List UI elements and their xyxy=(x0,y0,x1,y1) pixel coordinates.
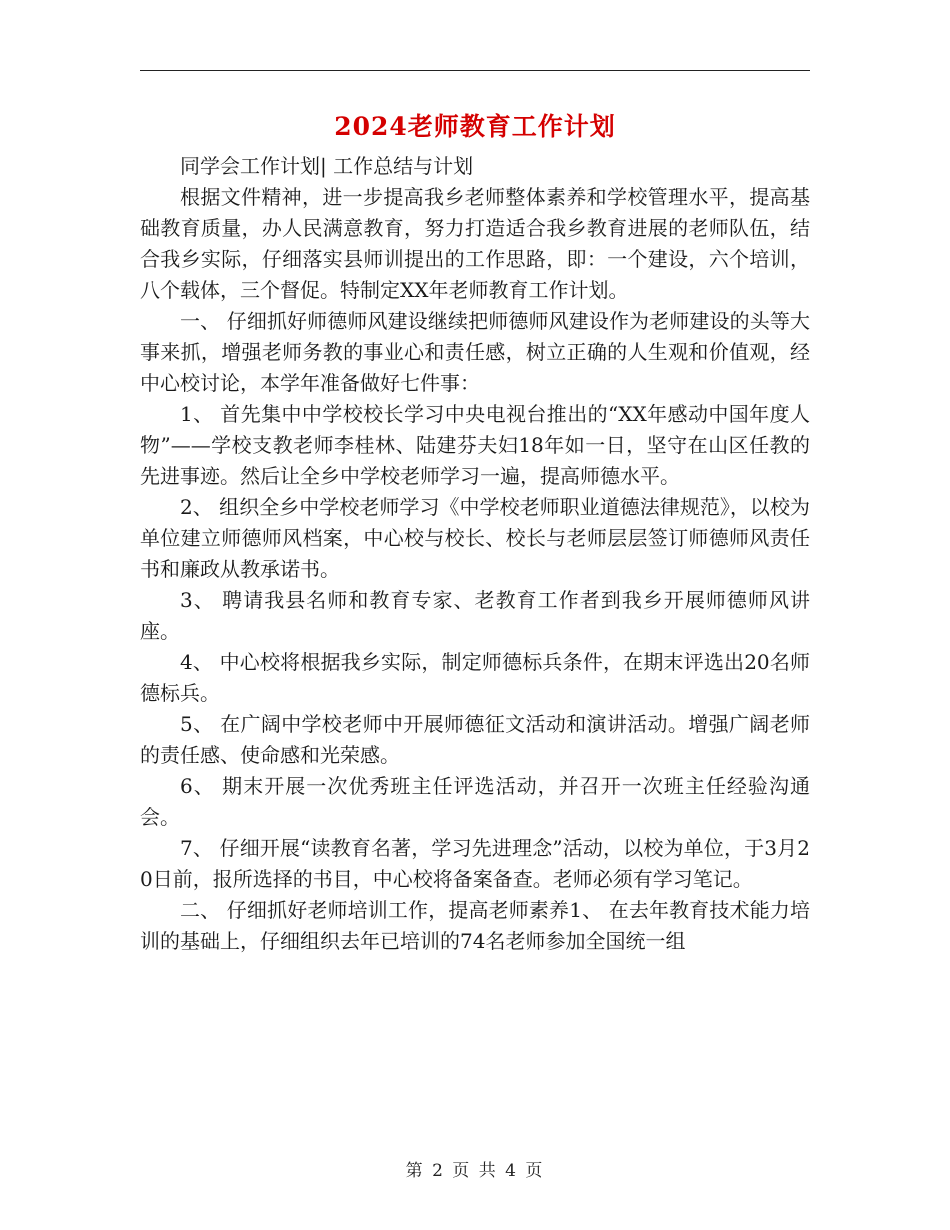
paragraph-section-1: 一、 仔细抓好师德师风建设继续把师德师风建设作为老师建设的头等大事来抓，增强老师务教的事业心和责任感，树立正确的人生观和价值观，经中心校讨论，本学年准备做好七件事： xyxy=(140,309,810,395)
paragraph-item-1: 1、 首先集中中学校校长学习中央电视台推出的“XX年感动中国年度人物”——学校支教老师李桂林、陆建芬夫妇18年如一日，坚守在山区任教的先进事迹。然后让全乡中学校老师学习一遍，提高师德水平。 xyxy=(140,402,810,488)
paragraph-item-3: 3、 聘请我县名师和教育专家、老教育工作者到我乡开展师德师风讲座。 xyxy=(140,588,810,643)
paragraph-item-7: 7、 仔细开展“读教育名著，学习先进理念”活动，以校为单位，于3月20日前，报所选择的书目，中心校将备案备查。老师必须有学习笔记。 xyxy=(140,836,810,891)
document-body xyxy=(140,151,810,957)
header-rule xyxy=(140,70,810,71)
page-number: 第 2 页 共 4 页 xyxy=(405,1161,545,1181)
paragraph-subtitle: 同学会工作计划| 工作总结与计划 xyxy=(180,154,474,178)
paragraph-item-5: 5、 在广阔中学校老师中开展师德征文活动和演讲活动。增强广阔老师的责任感、使命感和光荣感。 xyxy=(140,712,810,767)
document-title: 2024老师教育工作计划 xyxy=(334,112,616,141)
paragraph-section-2: 二、 仔细抓好老师培训工作，提高老师素养1、 在去年教育技术能力培训的基础上，仔细组织去年已培训的74名老师参加全国统一组 xyxy=(140,898,810,953)
paragraph-item-2: 2、 组织全乡中学校老师学习《中学校老师职业道德法律规范》，以校为单位建立师德师风档案，中心校与校长、校长与老师层层签订师德师风责任书和廉政从教承诺书。 xyxy=(140,495,810,581)
paragraph-item-6: 6、 期末开展一次优秀班主任评选活动，并召开一次班主任经验沟通会。 xyxy=(140,774,810,829)
paragraph-intro: 根据文件精神，进一步提高我乡老师整体素养和学校管理水平，提高基础教育质量，办人民满意教育，努力打造适合我乡教育进展的老师队伍，结合我乡实际，仔细落实县师训提出的工作思路，即：一个建设，六个培训，八个载体，三个督促。特制定XX年老师教育工作计划。 xyxy=(140,185,810,302)
paragraph-item-4: 4、 中心校将根据我乡实际，制定师德标兵条件，在期末评选出20名师德标兵。 xyxy=(140,650,810,705)
